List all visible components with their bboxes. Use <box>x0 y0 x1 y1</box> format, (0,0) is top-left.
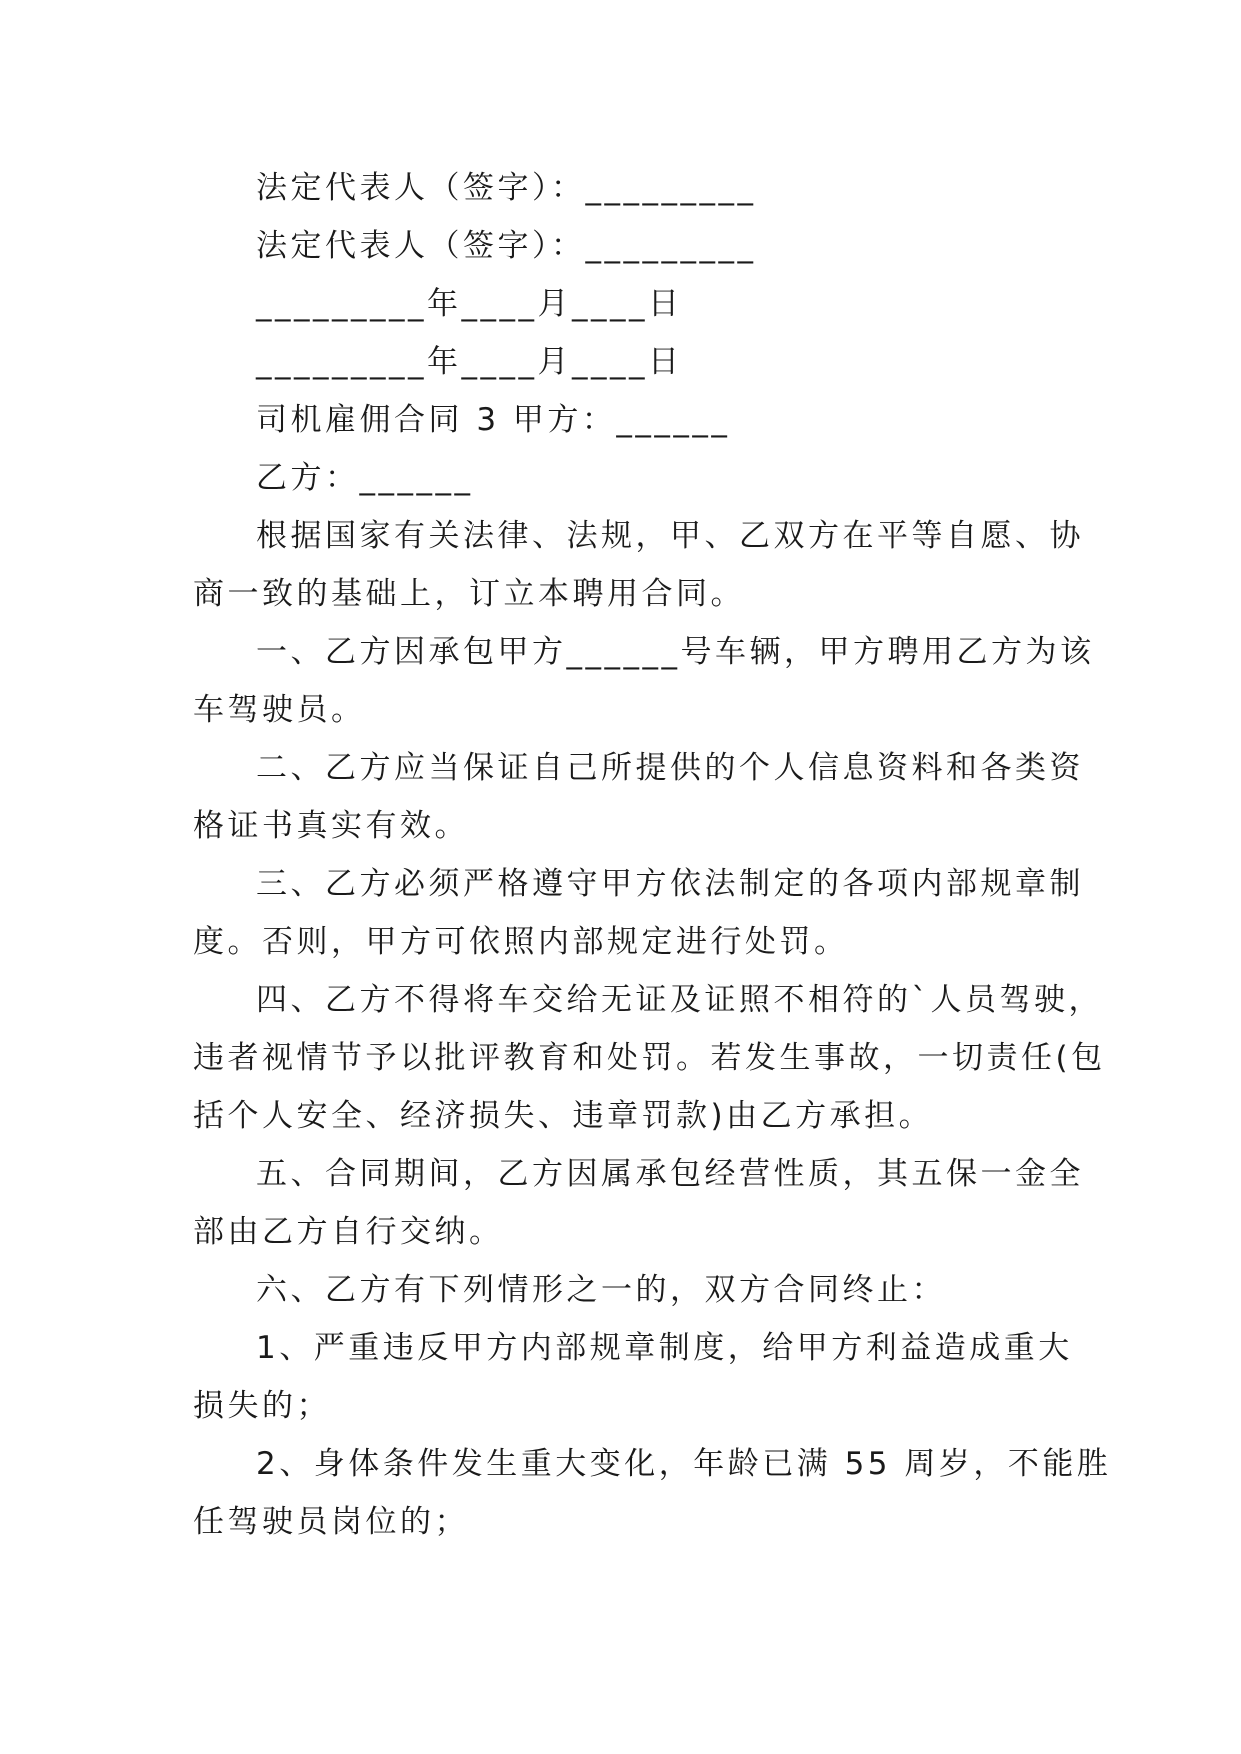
paragraph-line: 2、身体条件发生重大变化，年龄已满 55 周岁，不能胜 <box>256 1446 1112 1482</box>
paragraph-line: 部由乙方自行交纳。 <box>193 1214 504 1250</box>
signature-line-legal-rep-2: 法定代表人（签字）：_________ <box>256 228 757 264</box>
paragraph-line: 三、乙方必须严格遵守甲方依法制定的各项内部规章制 <box>256 866 1084 902</box>
paragraph-line: 商一致的基础上，订立本聘用合同。 <box>193 576 745 612</box>
date-line-2: _________年____月____日 <box>256 344 683 380</box>
party-b-line: 乙方：______ <box>256 460 474 496</box>
paragraph-line: 五、合同期间，乙方因属承包经营性质，其五保一金全 <box>256 1156 1084 1192</box>
paragraph-line: 车驾驶员。 <box>193 692 366 728</box>
paragraph-line: 违者视情节予以批评教育和处罚。若发生事故，一切责任(包 <box>193 1040 1106 1076</box>
contract-heading-party-a: 司机雇佣合同 3 甲方：______ <box>256 402 731 438</box>
date-line-1: _________年____月____日 <box>256 286 683 322</box>
paragraph-line: 任驾驶员岗位的； <box>193 1504 469 1540</box>
paragraph-line: 四、乙方不得将车交给无证及证照不相符的`人员驾驶， <box>256 982 1103 1018</box>
paragraph-line: 括个人安全、经济损失、违章罚款)由乙方承担。 <box>193 1098 934 1134</box>
paragraph-line: 1、严重违反甲方内部规章制度，给甲方利益造成重大 <box>256 1330 1073 1366</box>
signature-line-legal-rep-1: 法定代表人（签字）：_________ <box>256 170 757 206</box>
paragraph-line: 一、乙方因承包甲方______号车辆，甲方聘用乙方为该 <box>256 634 1095 670</box>
paragraph-line: 根据国家有关法律、法规，甲、乙双方在平等自愿、协 <box>256 518 1084 554</box>
paragraph-line: 格证书真实有效。 <box>193 808 469 844</box>
paragraph-line: 六、乙方有下列情形之一的，双方合同终止： <box>256 1272 946 1308</box>
paragraph-line: 度。否则，甲方可依照内部规定进行处罚。 <box>193 924 849 960</box>
paragraph-line: 二、乙方应当保证自己所提供的个人信息资料和各类资 <box>256 750 1084 786</box>
paragraph-line: 损失的； <box>193 1388 331 1424</box>
